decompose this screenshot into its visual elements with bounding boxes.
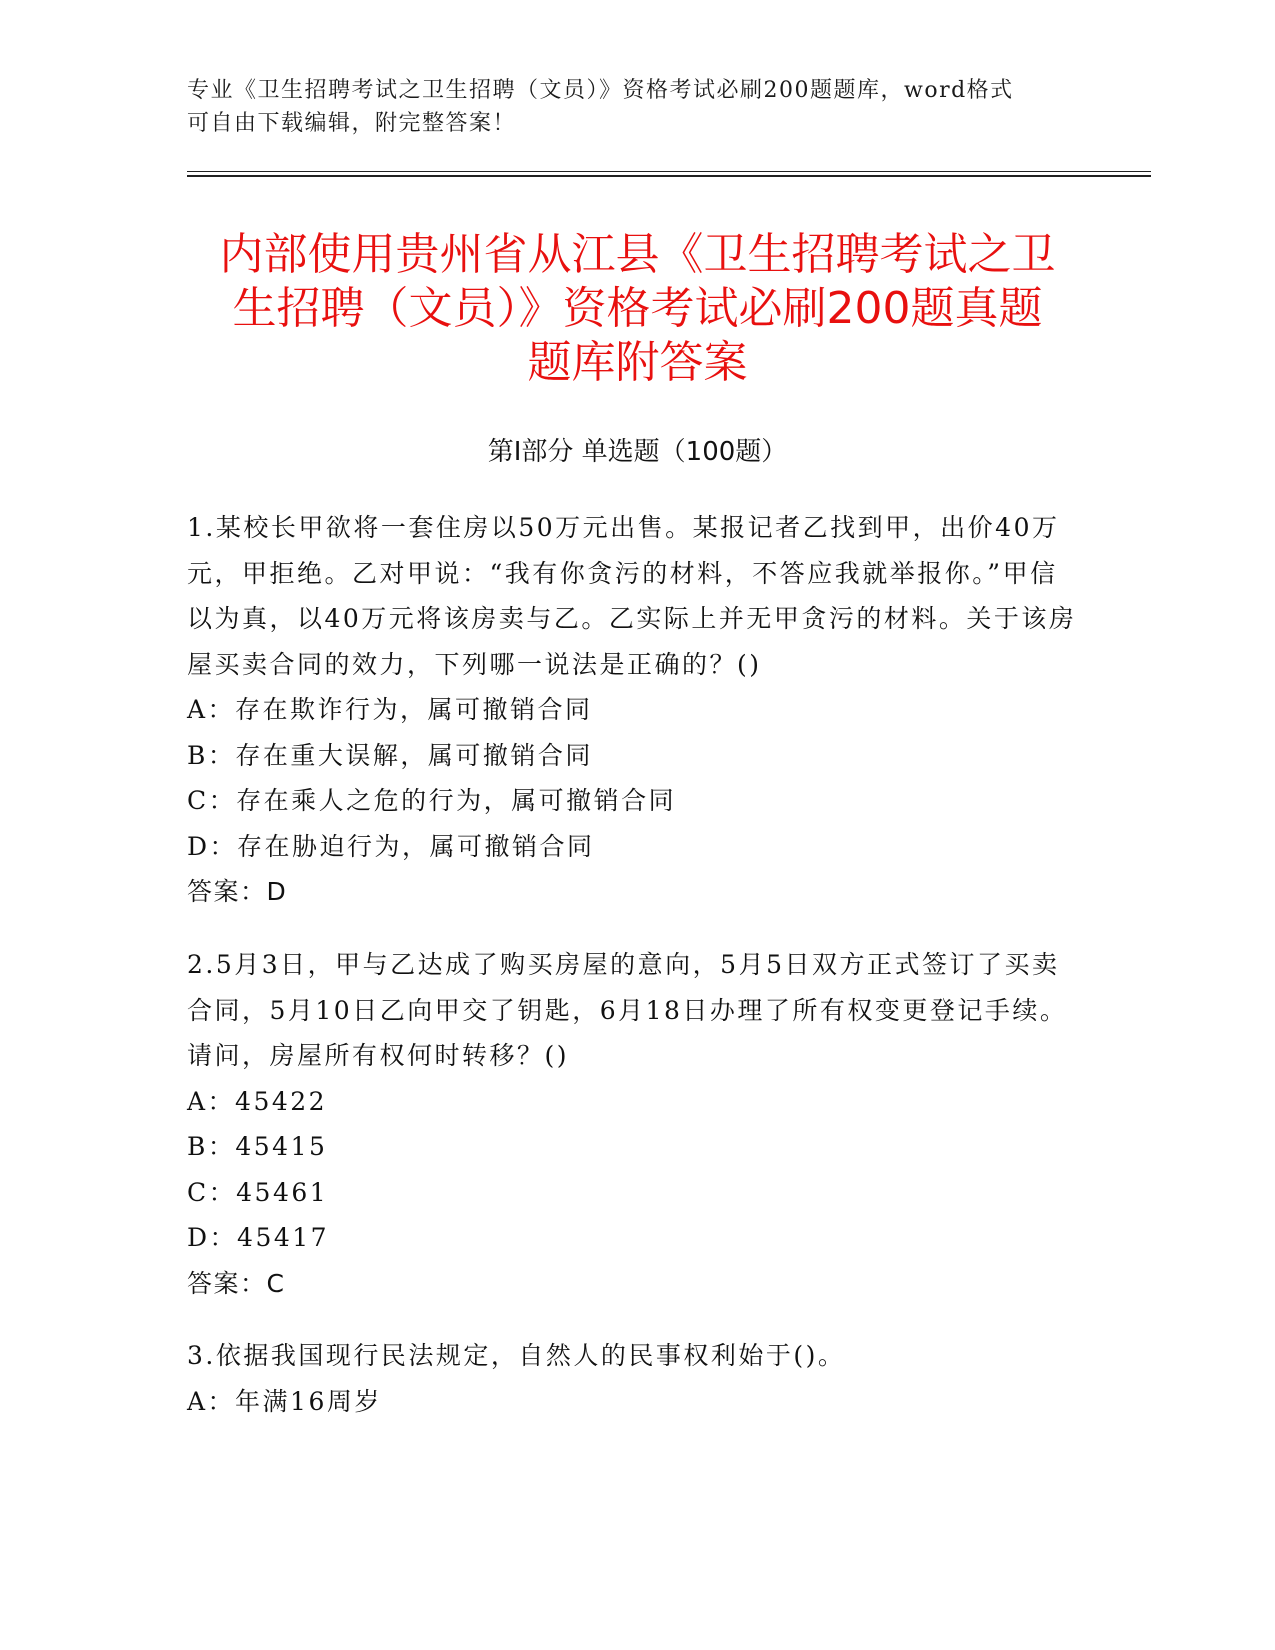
question-stem: 1.某校长甲欲将一套住房以50万元出售。某报记者乙找到甲，出价40万元，甲拒绝。乙对甲说：“我有你贪污的材料，不答应我就举报你。”甲信以为真，以40万元将该房卖与乙。乙实际上并无甲贪污的材料。关于该房屋买卖合同的效力，下列哪一说法是正确的？() (187, 513, 1077, 679)
title-line-2: 生招聘（文员）》资格考试必刷200题真题 (232, 283, 1043, 334)
option-c: C：存在乘人之危的行为，属可撤销合同 (187, 786, 677, 815)
option-d: D：45417 (187, 1223, 330, 1252)
header-rule-top (187, 171, 1151, 172)
answer-text: 答案：D (187, 877, 288, 906)
option-d: D：存在胁迫行为，属可撤销合同 (187, 831, 595, 861)
section-heading: 第Ⅰ部分 单选题（100题） (487, 437, 788, 467)
question-1 (187, 505, 1077, 915)
title-line-1: 内部使用贵州省从江县《卫生招聘考试之卫 (219, 229, 1056, 280)
question-stem: 2.5月3日，甲与乙达成了购买房屋的意向，5月5日双方正式签订了买卖合同，5月10日乙向甲交了钥匙，6月18日办理了所有权变更登记手续。请问，房屋所有权何时转移？() (187, 950, 1068, 1070)
question-2 (187, 942, 1077, 1306)
option-a: A：存在欺诈行为，属可撤销合同 (187, 695, 593, 724)
header-note (187, 74, 1067, 140)
header-note-line-1: 专业《卫生招聘考试之卫生招聘（文员）》资格考试必刷200题题库，word格式 (187, 78, 1014, 103)
document-title (190, 228, 1085, 390)
option-a: A：年满16周岁 (187, 1386, 382, 1416)
question-stem: 3.依据我国现行民法规定，自然人的民事权利始于()。 (187, 1341, 846, 1370)
question-3 (187, 1333, 1077, 1424)
option-a: A：45422 (187, 1086, 328, 1116)
title-line-3: 题库附答案 (527, 337, 748, 388)
answer-text: 答案：C (187, 1268, 286, 1298)
header-note-line-2: 可自由下载编辑，附完整答案！ (187, 111, 517, 136)
option-b: B：45415 (187, 1132, 328, 1161)
option-b: B：存在重大误解，属可撤销合同 (187, 740, 593, 770)
header-rule-bottom (187, 175, 1151, 177)
option-c: C：45461 (187, 1177, 329, 1207)
